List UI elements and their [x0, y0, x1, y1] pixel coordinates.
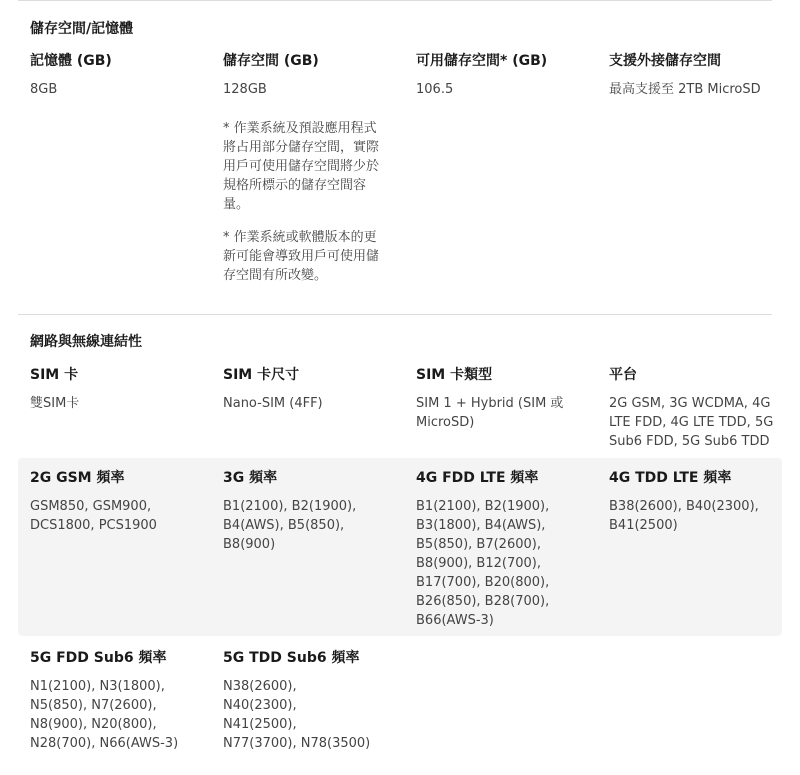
spec-storage: [223, 52, 403, 285]
spec-label: 可用儲存空間* (GB): [416, 53, 548, 69]
spec-label: SIM 卡類型: [416, 367, 493, 383]
spec-external-storage: [609, 52, 779, 99]
spec-4g-tdd-bands: [609, 469, 769, 535]
spec-memory: [30, 52, 210, 99]
spec-value: 106.5: [416, 82, 454, 97]
spec-label: 儲存空間 (GB): [223, 53, 319, 69]
spec-value: 2G GSM, 3G WCDMA, 4G LTE FDD, 4G LTE TDD, 5G Sub6 FDD, 5G Sub6 TDD: [609, 396, 774, 449]
spec-value: SIM 1 + Hybrid (SIM 或 MicroSD): [416, 396, 564, 430]
spec-label: 4G FDD LTE 頻率: [416, 470, 539, 486]
spec-label: 5G TDD Sub6 頻率: [223, 650, 360, 666]
spec-label: 3G 頻率: [223, 470, 278, 486]
spec-label: 記憶體 (GB): [30, 53, 112, 69]
spec-value: B38(2600), B40(2300), B41(2500): [609, 499, 759, 533]
spec-sim-size: [223, 366, 403, 413]
spec-available-storage: [416, 52, 596, 99]
spec-label: 4G TDD LTE 頻率: [609, 470, 732, 486]
spec-4g-fdd-bands: [416, 469, 566, 630]
spec-value: 雙SIM卡: [30, 396, 80, 411]
section-title-storage: 儲存空間/記憶體: [30, 21, 134, 37]
spec-value: B1(2100), B2(1900), B3(1800), B4(AWS), B5(850), B7(2600), B8(900), B12(700), B17(700), B20(800), B26(850), B28(700), B66(AWS-3): [416, 499, 550, 628]
spec-label: 5G FDD Sub6 頻率: [30, 650, 167, 666]
spec-sim: [30, 366, 210, 413]
spec-label: SIM 卡尺寸: [223, 367, 300, 383]
spec-label: 2G GSM 頻率: [30, 470, 125, 486]
spec-label: 支援外接儲存空間: [609, 53, 721, 69]
top-divider: [18, 0, 772, 1]
spec-label: SIM 卡: [30, 367, 79, 383]
spec-5g-fdd-bands: [30, 649, 180, 753]
spec-value: GSM850, GSM900, DCS1800, PCS1900: [30, 499, 157, 533]
spec-2g-bands: [30, 469, 180, 535]
spec-value: Nano-SIM (4FF): [223, 396, 323, 411]
spec-platform: [609, 366, 774, 451]
section-title-network: 網路與無線連結性: [30, 334, 142, 350]
spec-value: N1(2100), N3(1800), N5(850), N7(2600), N8(900), N20(800), N28(700), N66(AWS-3): [30, 679, 179, 751]
spec-value: 最高支援至 2TB MicroSD: [609, 82, 761, 97]
spec-5g-tdd-bands: [223, 649, 373, 753]
spec-sim-type: [416, 366, 581, 432]
spec-value: 128GB: [223, 82, 267, 97]
spec-value: N38(2600), N40(2300), N41(2500), N77(3700), N78(3500): [223, 679, 371, 751]
spec-label: 平台: [609, 367, 637, 383]
section-divider: [18, 314, 772, 315]
spec-3g-bands: [223, 469, 373, 554]
storage-footnote-2: * 作業系統或軟體版本的更新可能會導致用戶可使用儲存空間有所改變。: [223, 230, 380, 283]
spec-value: B1(2100), B2(1900), B4(AWS), B5(850), B8(900): [223, 499, 357, 552]
spec-value: 8GB: [30, 82, 58, 97]
storage-footnote-1: * 作業系統及預設應用程式將占用部分儲存空間，實際用戶可使用儲存空間將少於規格所標示的儲存空間容量。: [223, 121, 380, 212]
